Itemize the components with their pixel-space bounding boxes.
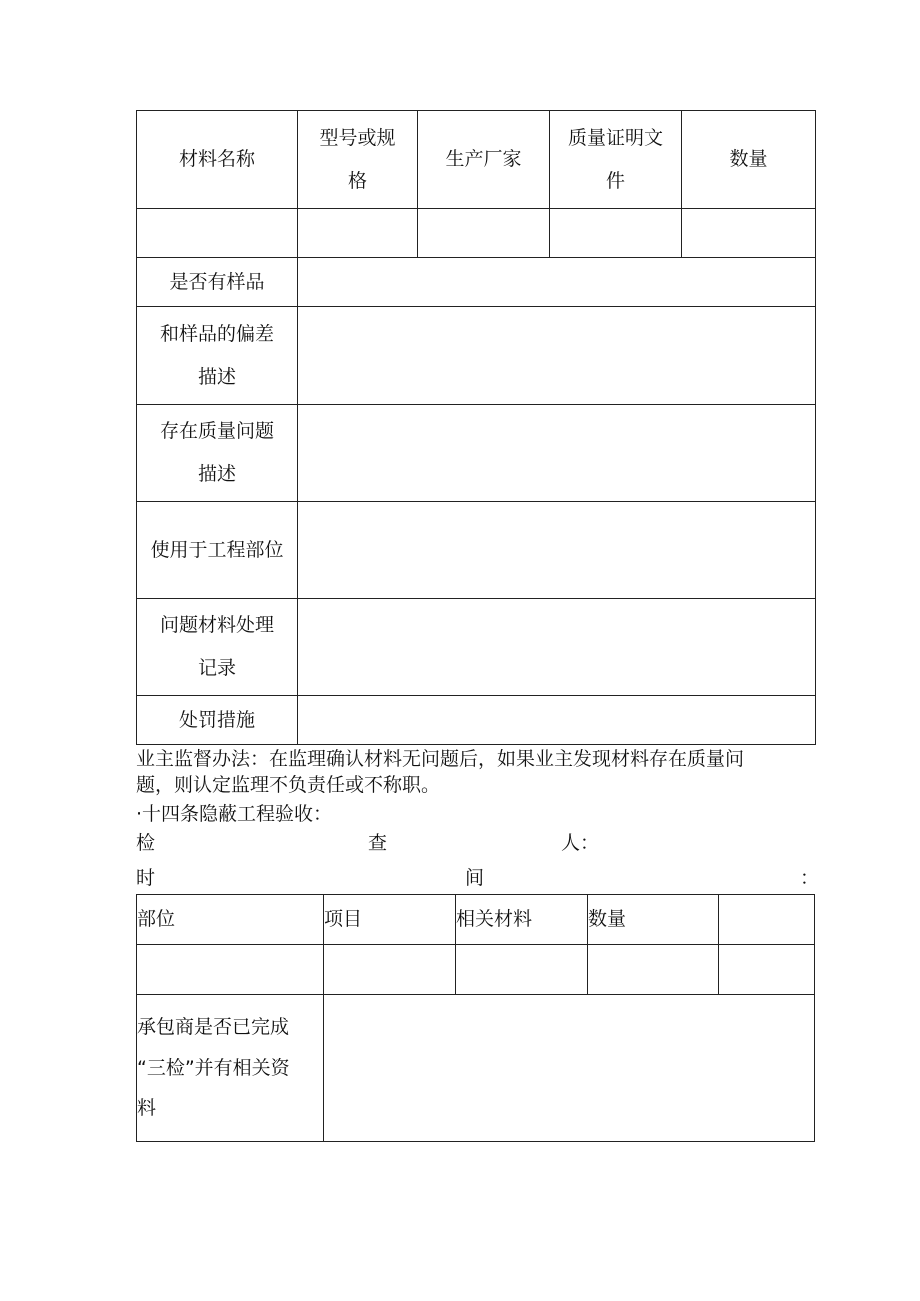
label-used-in-part: 使用于工程部位	[137, 502, 298, 599]
cell-manufacturer[interactable]	[418, 209, 550, 258]
cell-blank[interactable]	[719, 945, 815, 995]
row-handling	[137, 599, 816, 696]
row-used-in-part	[137, 502, 816, 599]
owner-supervision-line1: 业主监督办法：在监理确认材料无问题后，如果业主发现材料存在质量问	[136, 748, 745, 770]
label-penalty: 处罚措施	[137, 696, 298, 745]
material-data-row	[137, 209, 816, 258]
label-deviation: 和样品的偏差 描述	[137, 307, 298, 405]
header-quantity: 数量	[682, 111, 816, 209]
inspector-label-char1: 检	[136, 832, 156, 854]
label-handling: 问题材料处理 记录	[137, 599, 298, 696]
cell-quality-cert[interactable]	[550, 209, 682, 258]
value-has-sample[interactable]	[298, 258, 816, 307]
header-quality-cert: 质量证明文 件	[550, 111, 682, 209]
concealed-works-table	[136, 894, 815, 1142]
header-blank	[719, 895, 815, 945]
cell-quantity[interactable]	[682, 209, 816, 258]
row-quality-issue	[137, 405, 816, 502]
cell-item[interactable]	[324, 945, 456, 995]
value-used-in-part[interactable]	[298, 502, 816, 599]
label-three-check: 承包商是否已完成 “三检”并有相关资 料	[137, 995, 324, 1142]
header-row	[137, 111, 816, 209]
label-has-sample: 是否有样品	[137, 258, 298, 307]
header-item: 项目	[324, 895, 456, 945]
cell-quantity[interactable]	[588, 945, 719, 995]
value-three-check[interactable]	[324, 995, 815, 1142]
cell-part[interactable]	[137, 945, 324, 995]
row-three-check	[137, 995, 815, 1142]
material-inspection-table	[136, 110, 816, 745]
header-material-name: 材料名称	[137, 111, 298, 209]
row-penalty	[137, 696, 816, 745]
inspector-label-char3: 人：	[561, 832, 600, 854]
time-label-char2: 间	[465, 867, 485, 889]
time-label-char1: 时	[136, 867, 156, 889]
owner-supervision-line2: 题，则认定监理不负责任或不称职。	[136, 774, 441, 796]
header-manufacturer: 生产厂家	[418, 111, 550, 209]
value-deviation[interactable]	[298, 307, 816, 405]
cell-model-spec[interactable]	[298, 209, 418, 258]
header-part: 部位	[137, 895, 324, 945]
section-14-title: ·十四条隐蔽工程验收：	[136, 803, 333, 825]
concealed-data-row	[137, 945, 815, 995]
header-model-spec: 型号或规 格	[298, 111, 418, 209]
header-related-materials: 相关材料	[456, 895, 588, 945]
time-label-colon: ：	[800, 867, 820, 889]
value-handling[interactable]	[298, 599, 816, 696]
cell-related-materials[interactable]	[456, 945, 588, 995]
value-quality-issue[interactable]	[298, 405, 816, 502]
concealed-header-row	[137, 895, 815, 945]
cell-material-name[interactable]	[137, 209, 298, 258]
inspector-label-char2: 查	[368, 832, 388, 854]
row-deviation	[137, 307, 816, 405]
value-penalty[interactable]	[298, 696, 816, 745]
row-has-sample	[137, 258, 816, 307]
label-quality-issue: 存在质量问题 描述	[137, 405, 298, 502]
header-quantity: 数量	[588, 895, 719, 945]
